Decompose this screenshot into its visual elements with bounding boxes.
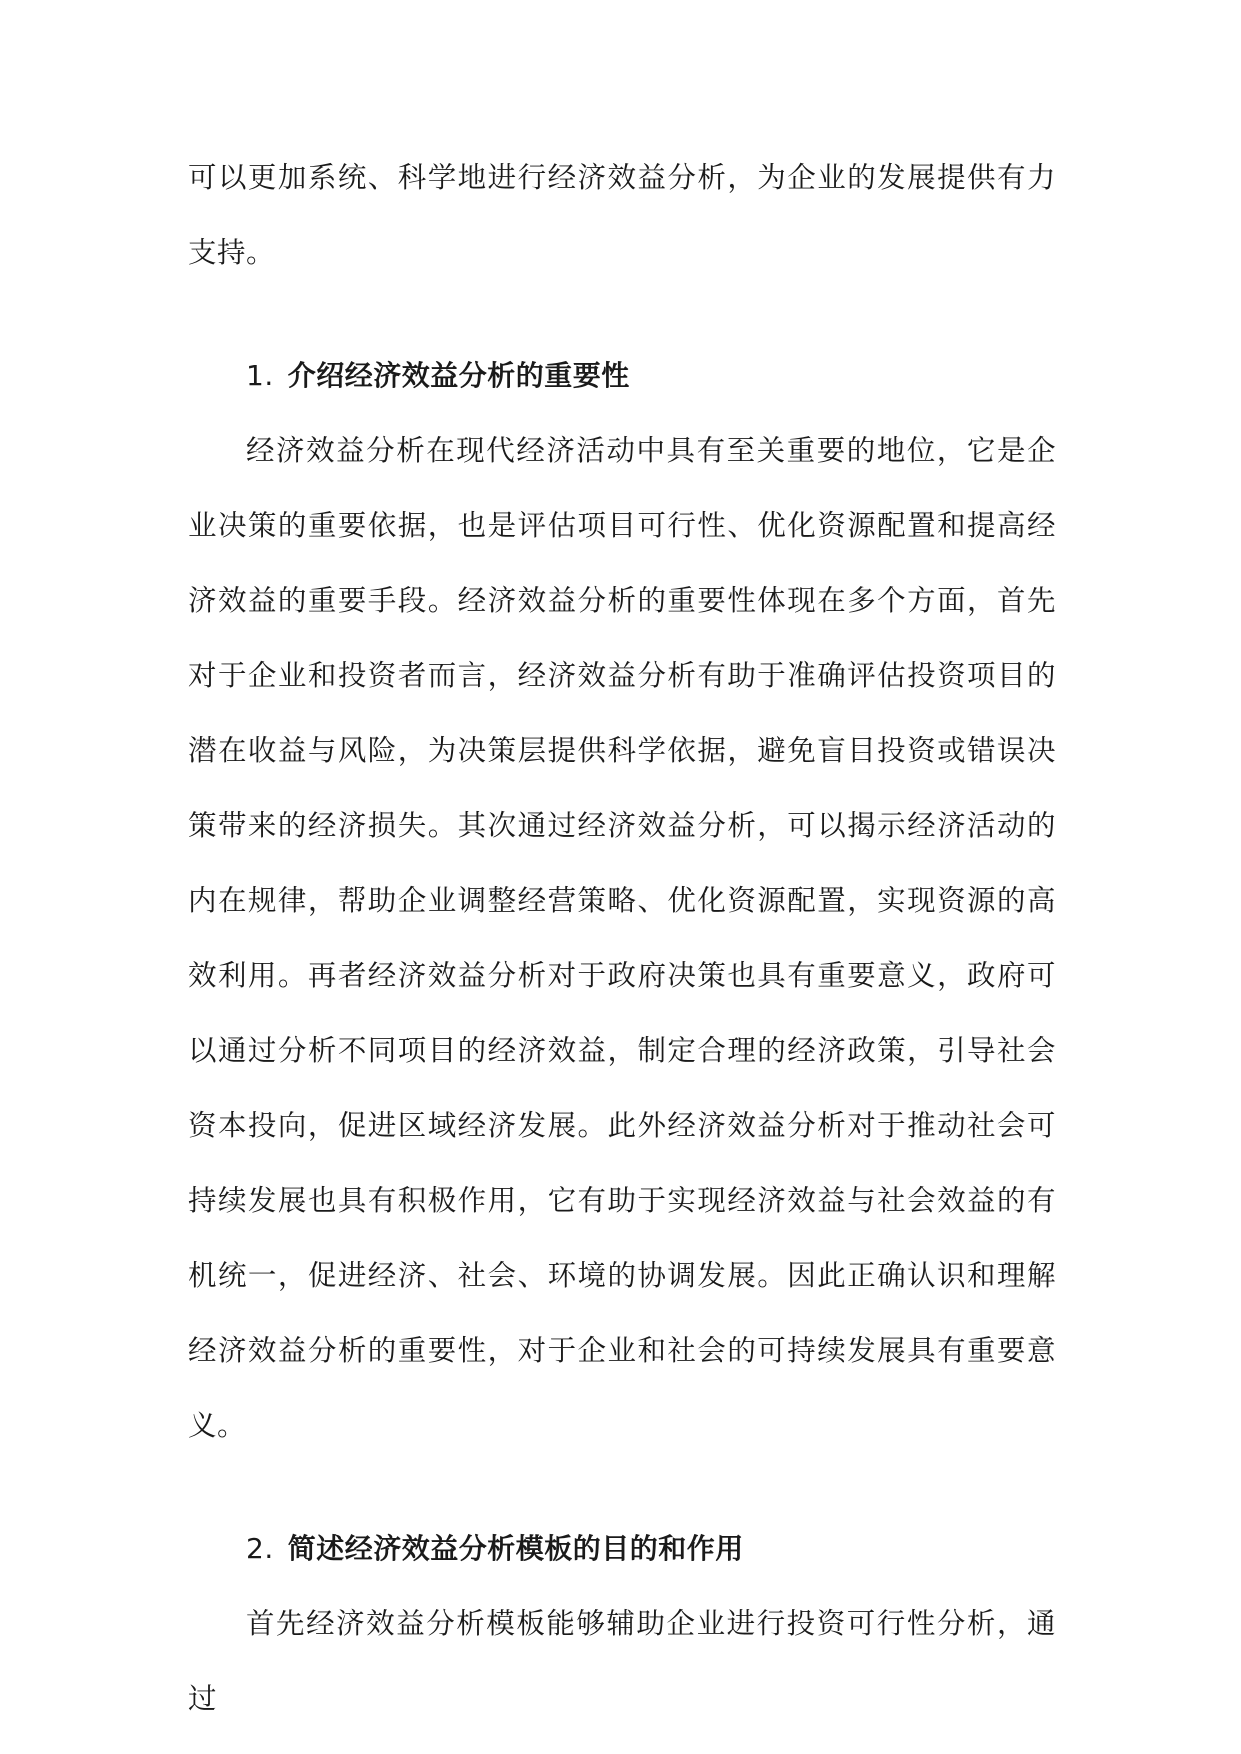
section-2-heading xyxy=(188,1511,1056,1586)
section-1-number: 1. xyxy=(246,359,274,392)
document-body xyxy=(188,140,1056,1736)
section-2-title: 简述经济效益分析模板的目的和作用 xyxy=(287,1532,744,1565)
section-1-paragraph: 经济效益分析在现代经济活动中具有至关重要的地位，它是企业决策的重要依据，也是评估项目可行性、优化资源配置和提高经济效益的重要手段。经济效益分析的重要性体现在多个方面，首先对于企业和投资者而言，经济效益分析有助于准确评估投资项目的潜在收益与风险，为决策层提供科学依据，避免盲目投资或错误决策带来的经济损失。其次通过经济效益分析，可以揭示经济活动的内在规律，帮助企业调整经营策略、优化资源配置，实现资源的高效利用。再者经济效益分析对于政府决策也具有重要意义，政府可以通过分析不同项目的经济效益，制定合理的经济政策，引导社会资本投向，促进区域经济发展。此外经济效益分析对于推动社会可持续发展也具有积极作用，它有助于实现经济效益与社会效益的有机统一，促进经济、社会、环境的协调发展。因此正确认识和理解经济效益分析的重要性，对于企业和社会的可持续发展具有重要意义。 xyxy=(188,434,1056,1442)
section-spacer xyxy=(188,290,1056,338)
section-2-paragraph: 首先经济效益分析模板能够辅助企业进行投资可行性分析，通过 xyxy=(188,1607,1056,1715)
section-spacer xyxy=(188,1463,1056,1511)
intro-continuation-paragraph: 可以更加系统、科学地进行经济效益分析，为企业的发展提供有力支持。 xyxy=(188,161,1056,269)
section-1-heading xyxy=(188,338,1056,413)
section-2-number: 2. xyxy=(246,1532,274,1565)
section-1-title: 介绍经济效益分析的重要性 xyxy=(287,359,630,392)
